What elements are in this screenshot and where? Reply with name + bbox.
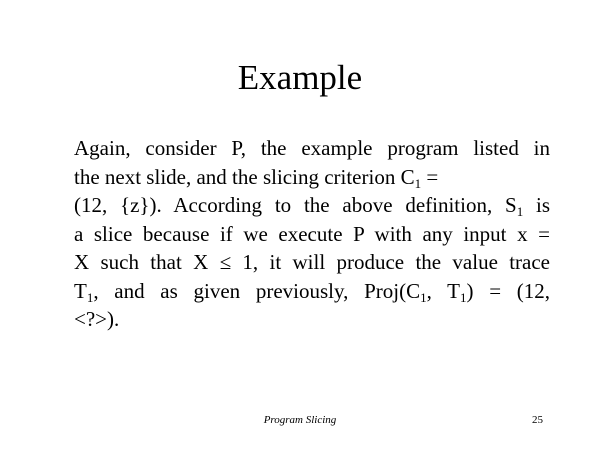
- subscript: 1: [516, 204, 524, 219]
- body-line-2: [74, 163, 550, 192]
- body-line-7: [74, 305, 550, 334]
- text-run: (12, {z}). According to the above definition, S: [74, 193, 517, 217]
- text-run: is: [523, 193, 551, 217]
- subscript: 1: [86, 289, 94, 305]
- body-line-3: [74, 191, 550, 220]
- slide-title: Example: [237, 58, 363, 97]
- slide-body-text: [74, 134, 550, 334]
- text-run: =: [421, 164, 439, 189]
- body-line-5: [74, 248, 550, 277]
- subscript: 1: [460, 289, 467, 305]
- text-run: , and as given previously, Proj(C: [93, 278, 421, 303]
- text-run: the next slide, and the slicing criterion C: [74, 164, 415, 189]
- footer-title: Program Slicing: [263, 414, 337, 426]
- text-run: , T: [426, 278, 460, 303]
- page-number: 25: [532, 414, 543, 426]
- text-run: <?>).: [74, 307, 120, 331]
- text-run: a slice because if we execute P with any input x =: [74, 221, 550, 246]
- body-line-4: [74, 220, 550, 249]
- text-run: Again, consider P, the example program listed in: [74, 136, 550, 160]
- text-run: X such that X ≤ 1, it will produce the value trace: [74, 250, 550, 274]
- body-line-1: [74, 134, 550, 163]
- subscript: 1: [420, 289, 427, 305]
- text-run: ) = (12,: [466, 278, 550, 303]
- subscript: 1: [414, 175, 422, 191]
- body-line-6: [74, 277, 550, 306]
- text-run: T: [74, 278, 87, 303]
